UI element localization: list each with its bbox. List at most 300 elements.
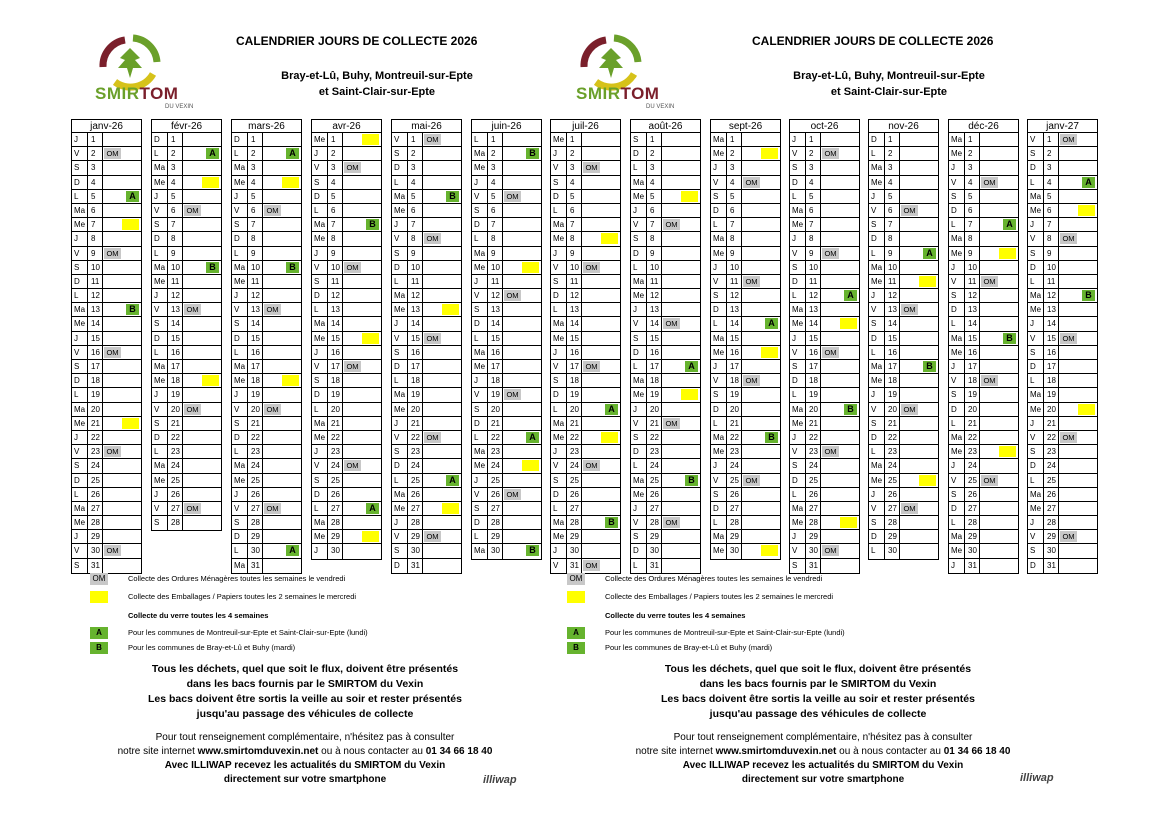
website-link[interactable]: www.smirtomduvexin.net bbox=[197, 746, 319, 757]
day-row bbox=[152, 275, 221, 289]
day-number: 13 bbox=[567, 303, 582, 316]
day-number: 30 bbox=[488, 544, 503, 558]
day-row bbox=[949, 374, 1018, 388]
weekday: D bbox=[1028, 261, 1044, 274]
day-number: 25 bbox=[168, 474, 183, 487]
collection-cell bbox=[423, 502, 461, 515]
weekday: L bbox=[869, 247, 885, 260]
collection-cell bbox=[582, 374, 620, 387]
weekday: J bbox=[551, 147, 567, 160]
day-number: 30 bbox=[806, 544, 821, 557]
day-row bbox=[551, 544, 620, 558]
day-number: 18 bbox=[168, 374, 183, 387]
day-number: 26 bbox=[248, 488, 263, 501]
collection-cell bbox=[821, 247, 859, 260]
weekday: Me bbox=[949, 346, 965, 359]
day-number: 11 bbox=[965, 275, 980, 288]
day-row bbox=[392, 346, 461, 360]
day-row bbox=[711, 289, 780, 303]
weekday: V bbox=[711, 275, 727, 288]
day-number: 27 bbox=[88, 502, 103, 515]
day-row bbox=[790, 317, 859, 331]
day-row bbox=[152, 247, 221, 261]
day-row bbox=[72, 431, 141, 445]
day-row bbox=[312, 332, 381, 346]
collection-cell bbox=[582, 133, 620, 146]
day-number: 15 bbox=[647, 332, 662, 345]
weekday: V bbox=[949, 374, 965, 387]
weekday: V bbox=[312, 261, 328, 274]
day-row bbox=[869, 176, 938, 190]
day-number: 18 bbox=[647, 374, 662, 387]
month-header: oct-26 bbox=[789, 119, 860, 132]
weekday: L bbox=[232, 544, 248, 557]
collection-cell bbox=[662, 431, 700, 444]
day-row bbox=[869, 303, 938, 317]
om-marker: OM bbox=[901, 404, 918, 415]
day-row bbox=[1028, 417, 1097, 431]
day-number: 8 bbox=[727, 232, 742, 245]
weekday: Me bbox=[312, 332, 328, 345]
weekday: Ma bbox=[711, 530, 727, 543]
emballages-marker bbox=[362, 531, 379, 542]
day-number: 15 bbox=[408, 332, 423, 345]
day-row bbox=[790, 232, 859, 246]
om-marker: OM bbox=[583, 560, 600, 571]
weekday: Ma bbox=[232, 161, 248, 174]
weekday: Ma bbox=[72, 403, 88, 416]
om-marker: OM bbox=[184, 205, 201, 216]
collection-cell bbox=[662, 488, 700, 501]
day-row bbox=[551, 275, 620, 289]
weekday: Ma bbox=[232, 261, 248, 274]
day-number: 29 bbox=[727, 530, 742, 543]
collection-cell bbox=[263, 403, 301, 416]
collection-cell bbox=[263, 559, 301, 573]
weekday: S bbox=[790, 559, 806, 573]
weekday: Ma bbox=[472, 544, 488, 558]
weekday: S bbox=[790, 161, 806, 174]
weekday: D bbox=[392, 261, 408, 274]
day-row bbox=[869, 261, 938, 275]
weekday: D bbox=[392, 559, 408, 573]
verre-marker: A bbox=[286, 545, 299, 556]
day-row bbox=[72, 204, 141, 218]
weekday: Me bbox=[152, 474, 168, 487]
weekday: J bbox=[312, 147, 328, 160]
day-number: 16 bbox=[806, 346, 821, 359]
day-number: 17 bbox=[567, 360, 582, 373]
day-row bbox=[72, 303, 141, 317]
weekday: S bbox=[631, 431, 647, 444]
day-row bbox=[232, 289, 301, 303]
collection-cell bbox=[662, 445, 700, 458]
day-number: 3 bbox=[647, 161, 662, 174]
weekday: Ma bbox=[152, 360, 168, 373]
day-row bbox=[312, 133, 381, 147]
day-number: 4 bbox=[248, 176, 263, 189]
day-row bbox=[312, 275, 381, 289]
collection-cell bbox=[503, 289, 541, 302]
collection-cell bbox=[343, 488, 381, 501]
day-row bbox=[232, 374, 301, 388]
collection-cell bbox=[821, 147, 859, 160]
day-row bbox=[392, 374, 461, 388]
day-row bbox=[392, 502, 461, 516]
weekday: Me bbox=[631, 190, 647, 203]
collection-cell bbox=[183, 133, 221, 146]
collection-cell bbox=[742, 275, 780, 288]
collection-cell bbox=[103, 516, 141, 529]
collection-cell bbox=[900, 317, 938, 330]
day-row bbox=[312, 431, 381, 445]
weekday: D bbox=[790, 474, 806, 487]
collection-cell bbox=[582, 317, 620, 330]
day-row bbox=[232, 488, 301, 502]
collection-cell bbox=[582, 502, 620, 515]
weekday: D bbox=[472, 218, 488, 231]
weekday: L bbox=[472, 431, 488, 444]
day-row bbox=[869, 403, 938, 417]
weekday: Ma bbox=[711, 133, 727, 146]
day-row bbox=[392, 317, 461, 331]
om-marker: OM bbox=[663, 418, 680, 429]
weekday: Me bbox=[472, 360, 488, 373]
weekday: S bbox=[1028, 445, 1044, 458]
weekday: Me bbox=[711, 147, 727, 160]
day-number: 29 bbox=[885, 530, 900, 543]
day-row bbox=[392, 516, 461, 530]
day-number: 31 bbox=[965, 559, 980, 573]
collection-cell bbox=[980, 317, 1018, 330]
month-header: juin-26 bbox=[471, 119, 542, 132]
day-number: 12 bbox=[328, 289, 343, 302]
day-row bbox=[790, 544, 859, 558]
collection-cell bbox=[423, 232, 461, 245]
collection-cell bbox=[980, 190, 1018, 203]
day-number: 29 bbox=[488, 530, 503, 543]
weekday: J bbox=[790, 232, 806, 245]
weekday: Ma bbox=[551, 516, 567, 529]
day-row bbox=[72, 474, 141, 488]
day-row bbox=[1028, 247, 1097, 261]
day-row bbox=[152, 261, 221, 275]
day-number: 28 bbox=[408, 516, 423, 529]
day-row bbox=[869, 488, 938, 502]
day-row bbox=[232, 445, 301, 459]
collection-cell bbox=[821, 544, 859, 557]
day-number: 28 bbox=[488, 516, 503, 529]
day-row bbox=[392, 431, 461, 445]
day-number: 6 bbox=[647, 204, 662, 217]
day-row bbox=[711, 261, 780, 275]
day-number: 2 bbox=[488, 147, 503, 160]
collection-cell bbox=[742, 147, 780, 160]
day-number: 3 bbox=[567, 161, 582, 174]
weekday: J bbox=[472, 176, 488, 189]
weekday: Me bbox=[711, 346, 727, 359]
collection-cell bbox=[980, 218, 1018, 231]
collection-cell bbox=[423, 346, 461, 359]
day-number: 31 bbox=[1044, 559, 1059, 573]
day-number: 15 bbox=[727, 332, 742, 345]
day-row bbox=[472, 374, 541, 388]
contact-left: Pour tout renseignement complémentaire, n'hésitez pas à consulter notre site internet www.smirtomduvexin.net ou à nous contacter au 01 34 66 18 40 Avec ILLIWAP recevez les actualités du SMIRTOM du Vexin directement sur votre smartphone bbox=[117, 732, 493, 785]
collection-cell bbox=[503, 218, 541, 231]
day-row bbox=[472, 133, 541, 147]
day-number: 11 bbox=[168, 275, 183, 288]
day-number: 9 bbox=[885, 247, 900, 260]
day-row bbox=[1028, 374, 1097, 388]
notice-right: Tous les déchets, quel que soit le flux, doivent être présentés dans les bacs fournis par le SMIRTOM du Vexin Les bacs doivent être sortis la veille au soir et rester présentés jusqu'au passage des véhicules de collecte bbox=[661, 663, 975, 720]
collection-cell bbox=[980, 275, 1018, 288]
day-number: 28 bbox=[328, 516, 343, 529]
day-number: 23 bbox=[168, 445, 183, 458]
weekday: J bbox=[1028, 516, 1044, 529]
weekday: Ma bbox=[869, 261, 885, 274]
day-row bbox=[869, 445, 938, 459]
emballages-marker bbox=[522, 460, 539, 471]
collection-cell bbox=[423, 317, 461, 330]
collection-cell bbox=[103, 346, 141, 359]
weekday: Me bbox=[472, 161, 488, 174]
day-row bbox=[152, 346, 221, 360]
day-number: 14 bbox=[1044, 317, 1059, 330]
day-row bbox=[312, 161, 381, 175]
day-row bbox=[72, 232, 141, 246]
collection-cell bbox=[103, 303, 141, 316]
collection-cell bbox=[821, 445, 859, 458]
weekday: V bbox=[869, 204, 885, 217]
day-row bbox=[232, 516, 301, 530]
weekday: D bbox=[232, 232, 248, 245]
day-number: 9 bbox=[727, 247, 742, 260]
day-row bbox=[711, 530, 780, 544]
day-row bbox=[152, 317, 221, 331]
day-number: 27 bbox=[965, 502, 980, 515]
day-row bbox=[551, 161, 620, 175]
weekday: L bbox=[711, 516, 727, 529]
brand-subtitle: DU VEXIN bbox=[165, 104, 194, 110]
day-row bbox=[152, 445, 221, 459]
verre-marker: A bbox=[923, 248, 936, 259]
collection-cell bbox=[423, 275, 461, 288]
day-row bbox=[312, 232, 381, 246]
weekday: L bbox=[232, 445, 248, 458]
month-header: août-26 bbox=[630, 119, 701, 132]
day-row bbox=[949, 147, 1018, 161]
weekday: D bbox=[869, 530, 885, 543]
collection-cell bbox=[263, 516, 301, 529]
day-number: 30 bbox=[885, 544, 900, 558]
weekday: V bbox=[392, 133, 408, 146]
weekday: Me bbox=[392, 204, 408, 217]
collection-cell bbox=[423, 176, 461, 189]
weekday: L bbox=[232, 147, 248, 160]
weekday: J bbox=[551, 445, 567, 458]
collection-cell bbox=[343, 218, 381, 231]
day-number: 12 bbox=[408, 289, 423, 302]
day-row bbox=[949, 232, 1018, 246]
weekday: V bbox=[869, 403, 885, 416]
weekday: V bbox=[551, 459, 567, 472]
day-number: 9 bbox=[567, 247, 582, 260]
collection-cell bbox=[821, 176, 859, 189]
collection-cell bbox=[582, 303, 620, 316]
collection-cell bbox=[1059, 204, 1097, 217]
collection-cell bbox=[821, 289, 859, 302]
day-number: 26 bbox=[408, 488, 423, 501]
collection-cell bbox=[821, 431, 859, 444]
collection-cell bbox=[343, 247, 381, 260]
day-row bbox=[232, 346, 301, 360]
day-row bbox=[152, 218, 221, 232]
weekday: J bbox=[869, 190, 885, 203]
day-number: 13 bbox=[88, 303, 103, 316]
collection-cell bbox=[103, 559, 141, 573]
day-row bbox=[949, 417, 1018, 431]
weekday: D bbox=[152, 133, 168, 146]
collection-cell bbox=[662, 516, 700, 529]
weekday: J bbox=[1028, 218, 1044, 231]
weekday: Me bbox=[869, 374, 885, 387]
weekday: Ma bbox=[711, 332, 727, 345]
day-number: 23 bbox=[488, 445, 503, 458]
collection-cell bbox=[821, 133, 859, 146]
day-row bbox=[790, 303, 859, 317]
day-row bbox=[472, 502, 541, 516]
collection-cell bbox=[343, 317, 381, 330]
day-row bbox=[392, 204, 461, 218]
day-number: 28 bbox=[647, 516, 662, 529]
day-row bbox=[790, 488, 859, 502]
weekday: V bbox=[232, 204, 248, 217]
day-row bbox=[232, 190, 301, 204]
day-row bbox=[72, 459, 141, 473]
collection-cell bbox=[1059, 232, 1097, 245]
day-number: 27 bbox=[806, 502, 821, 515]
collection-cell bbox=[1059, 459, 1097, 472]
day-row bbox=[551, 374, 620, 388]
collection-cell bbox=[662, 176, 700, 189]
day-row bbox=[472, 403, 541, 417]
day-row bbox=[312, 459, 381, 473]
day-number: 10 bbox=[647, 261, 662, 274]
weekday: J bbox=[392, 417, 408, 430]
weekday: L bbox=[551, 502, 567, 515]
legend-a: A Pour les communes de Montreuil-sur-Epte et Saint-Clair-sur-Epte (lundi) bbox=[90, 627, 590, 640]
verre-marker: B bbox=[844, 404, 857, 415]
day-number: 23 bbox=[1044, 445, 1059, 458]
collection-cell bbox=[103, 247, 141, 260]
om-marker: OM bbox=[344, 460, 361, 471]
day-row bbox=[72, 247, 141, 261]
verre-marker: B bbox=[1003, 333, 1016, 344]
day-number: 20 bbox=[168, 403, 183, 416]
day-row bbox=[551, 133, 620, 147]
day-number: 1 bbox=[488, 133, 503, 146]
collection-cell bbox=[980, 488, 1018, 501]
weekday: Me bbox=[72, 516, 88, 529]
collection-cell bbox=[183, 317, 221, 330]
day-number: 7 bbox=[248, 218, 263, 231]
collection-cell bbox=[423, 445, 461, 458]
collection-cell bbox=[900, 133, 938, 146]
collection-cell bbox=[103, 218, 141, 231]
day-number: 10 bbox=[328, 261, 343, 274]
day-row bbox=[869, 474, 938, 488]
day-row bbox=[472, 303, 541, 317]
collection-cell bbox=[1059, 147, 1097, 160]
day-number: 2 bbox=[885, 147, 900, 160]
day-number: 25 bbox=[885, 474, 900, 487]
collection-cell bbox=[821, 261, 859, 274]
day-row bbox=[152, 374, 221, 388]
collection-cell bbox=[423, 374, 461, 387]
weekday: J bbox=[152, 190, 168, 203]
day-row bbox=[949, 502, 1018, 516]
collection-cell bbox=[742, 516, 780, 529]
day-row bbox=[790, 176, 859, 190]
emballages-marker bbox=[840, 517, 857, 528]
weekday: D bbox=[472, 317, 488, 330]
collection-cell bbox=[103, 502, 141, 515]
day-row bbox=[472, 459, 541, 473]
collection-cell bbox=[980, 374, 1018, 387]
weekday: V bbox=[472, 190, 488, 203]
day-number: 8 bbox=[488, 232, 503, 245]
day-number: 31 bbox=[88, 559, 103, 573]
day-number: 27 bbox=[488, 502, 503, 515]
weekday: S bbox=[949, 388, 965, 401]
collection-cell bbox=[183, 332, 221, 345]
weekday: D bbox=[869, 133, 885, 146]
day-number: 2 bbox=[248, 147, 263, 160]
day-number: 13 bbox=[727, 303, 742, 316]
month-days bbox=[789, 132, 860, 574]
website-link[interactable]: www.smirtomduvexin.net bbox=[715, 746, 837, 757]
day-number: 3 bbox=[885, 161, 900, 174]
collection-cell bbox=[821, 502, 859, 515]
weekday: V bbox=[232, 303, 248, 316]
weekday: V bbox=[72, 147, 88, 160]
weekday: Ma bbox=[72, 204, 88, 217]
collection-cell bbox=[742, 190, 780, 203]
day-row bbox=[949, 317, 1018, 331]
weekday: S bbox=[790, 360, 806, 373]
day-number: 14 bbox=[647, 317, 662, 330]
weekday: Ma bbox=[232, 360, 248, 373]
weekday: L bbox=[949, 317, 965, 330]
day-row bbox=[232, 232, 301, 246]
weekday: L bbox=[631, 360, 647, 373]
weekday: Me bbox=[392, 403, 408, 416]
day-row bbox=[631, 403, 700, 417]
weekday: D bbox=[869, 232, 885, 245]
day-row bbox=[949, 360, 1018, 374]
weekday: L bbox=[551, 204, 567, 217]
day-row bbox=[72, 417, 141, 431]
day-number: 2 bbox=[328, 147, 343, 160]
collection-cell bbox=[662, 133, 700, 146]
day-number: 22 bbox=[885, 431, 900, 444]
verre-marker: A bbox=[685, 361, 698, 372]
day-row bbox=[790, 275, 859, 289]
day-number: 16 bbox=[488, 346, 503, 359]
collection-cell bbox=[263, 218, 301, 231]
collection-cell bbox=[821, 417, 859, 430]
collection-cell bbox=[980, 474, 1018, 487]
